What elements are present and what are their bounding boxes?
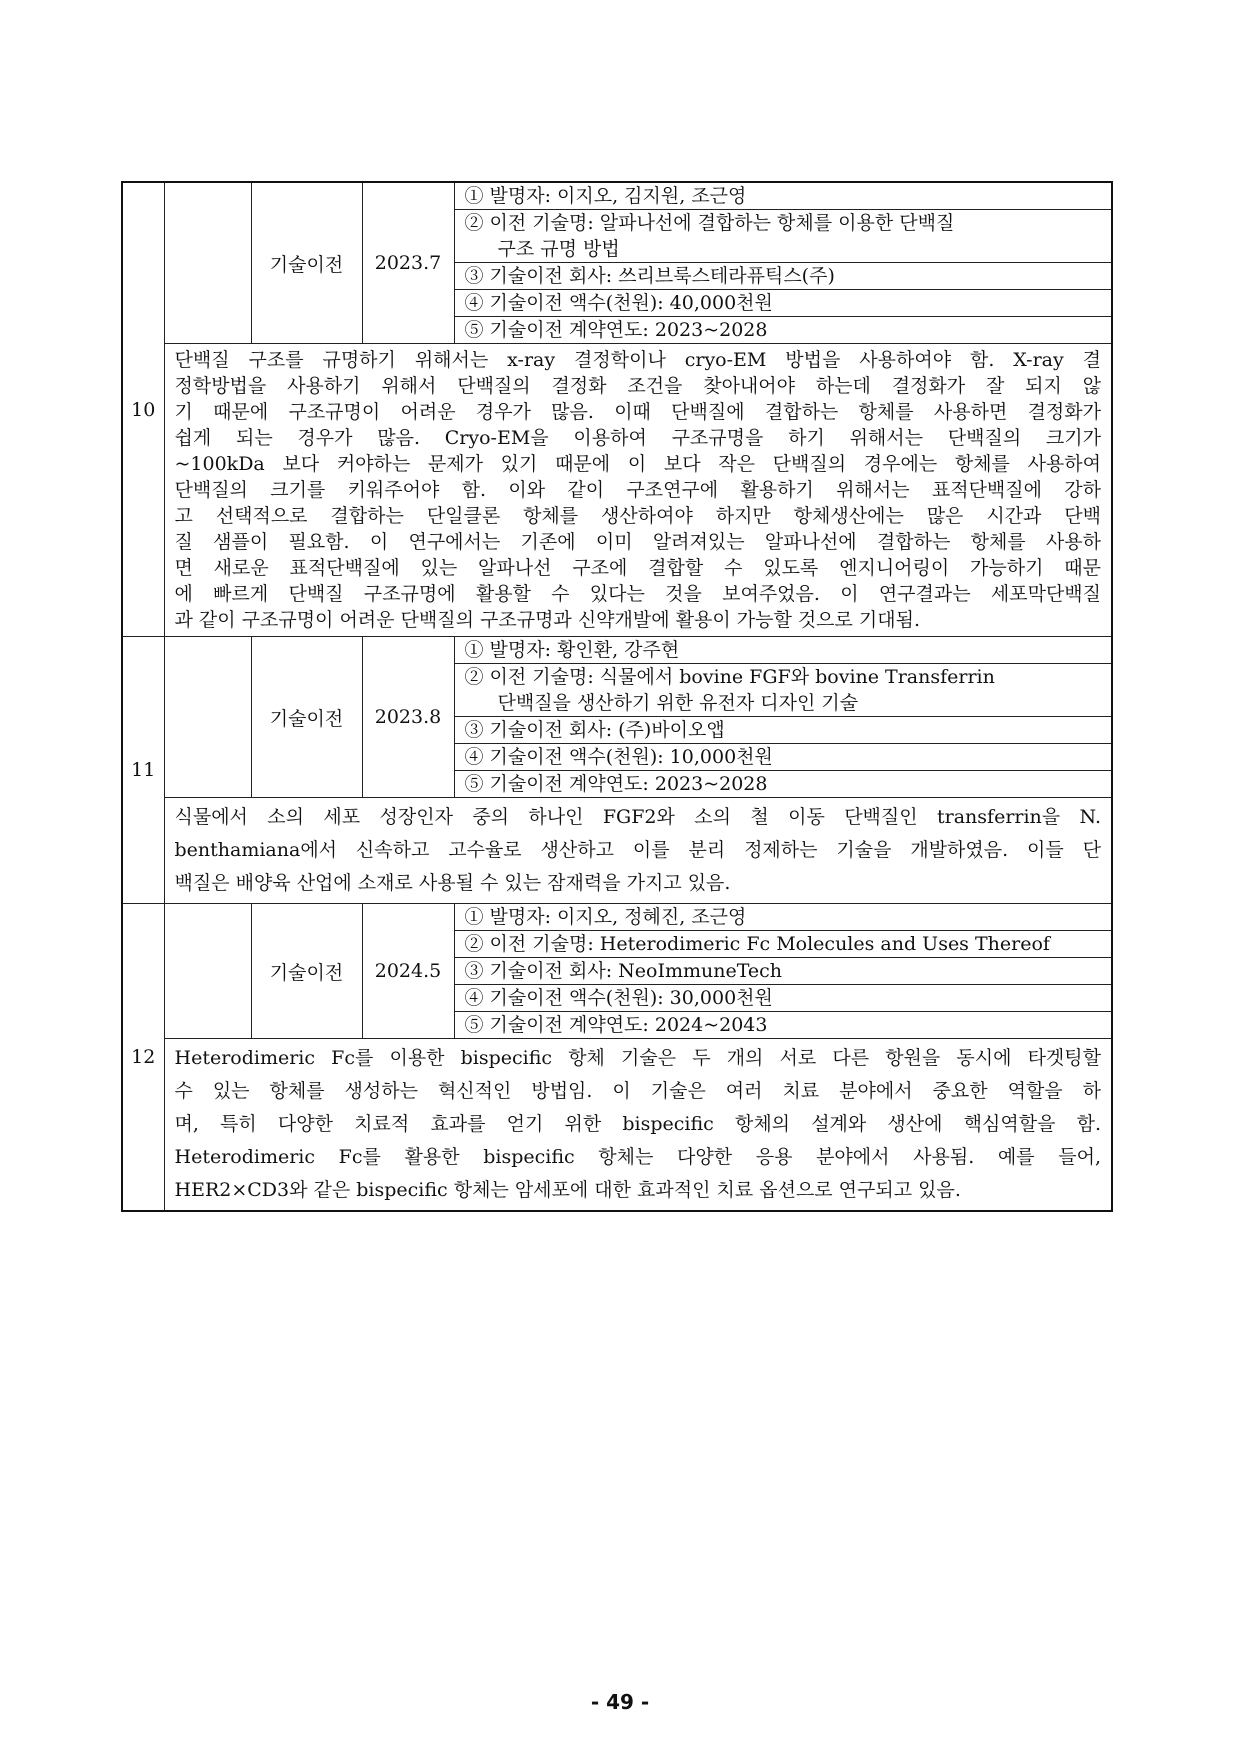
detail-row bbox=[122, 637, 1112, 664]
detail-row bbox=[122, 182, 1112, 210]
record-description bbox=[164, 344, 1112, 637]
description-line: Heterodimeric Fc를 활용한 bispecific 항체는 다양한 응용 분야에서 사용됨. 예를 들어, bbox=[174, 1146, 1101, 1168]
description-line: 단백질 구조를 규명하기 위해서는 x-ray 결정학이나 cryo-EM 방법을 사용하여야 함. X-ray 결 bbox=[174, 349, 1101, 371]
description-line: 기 때문에 구조규명이 어려운 경우가 많음. 이때 단백질에 결합하는 항체를 사용하면 결정화가 bbox=[174, 401, 1101, 423]
description-row bbox=[122, 1039, 1112, 1212]
detail-item bbox=[454, 664, 1112, 717]
blank-cell bbox=[164, 904, 251, 1039]
description-line: 식물에서 소의 세포 성장인자 중의 하나인 FGF2와 소의 철 이동 단백질인 transferrin을 N. bbox=[174, 806, 1101, 828]
tech-transfer-table bbox=[121, 181, 1113, 1212]
description-line: 질 샘플이 필요함. 이 연구에서는 기존에 이미 알려져있는 알파나선에 결합하는 항체를 사용하 bbox=[174, 531, 1101, 553]
blank-cell bbox=[164, 637, 251, 798]
record-number: 10 bbox=[122, 182, 164, 637]
detail-line: ② 이전 기술명: 식물에서 bovine FGF와 bovine Transferrin bbox=[464, 666, 995, 688]
transfer-type: 기술이전 bbox=[251, 182, 362, 344]
description-line: 에 빠르게 단백질 구조규명에 활용할 수 있다는 것을 보여주었음. 이 연구결과는 세포막단백질 bbox=[174, 583, 1101, 605]
detail-line: ① 발명자: 이지오, 정혜진, 조근영 bbox=[464, 906, 747, 928]
description-line: 면 새로운 표적단백질에 있는 알파나선 구조에 결합할 수 있도록 엔지니어링이 가능하기 때문 bbox=[174, 557, 1101, 579]
detail-item bbox=[454, 290, 1112, 317]
detail-line: 구조 규명 방법 bbox=[497, 238, 620, 260]
transfer-date: 2023.8 bbox=[362, 637, 454, 798]
detail-item bbox=[454, 904, 1112, 931]
description-row bbox=[122, 798, 1112, 904]
description-line: 수 있는 항체를 생성하는 혁신적인 방법임. 이 기술은 여러 치료 분야에서 중요한 역할을 하 bbox=[174, 1080, 1101, 1102]
description-line: Heterodimeric Fc를 이용한 bispecific 항체 기술은 두 개의 서로 다른 항원을 동시에 타겟팅할 bbox=[174, 1047, 1101, 1069]
transfer-type: 기술이전 bbox=[251, 637, 362, 798]
detail-item bbox=[454, 717, 1112, 744]
detail-line: 단백질을 생산하기 위한 유전자 디자인 기술 bbox=[497, 692, 859, 714]
record-description bbox=[164, 1039, 1112, 1212]
detail-item bbox=[454, 210, 1112, 263]
detail-line: ② 이전 기술명: Heterodimeric Fc Molecules and Uses Thereof bbox=[464, 933, 1050, 955]
detail-line: ③ 기술이전 회사: NeoImmuneTech bbox=[464, 960, 783, 982]
description-line: 과 같이 구조규명이 어려운 단백질의 구조규명과 신약개발에 활용이 가능할 것으로 기대됨. bbox=[174, 609, 921, 631]
blank-cell bbox=[164, 182, 251, 344]
description-line: 단백질의 크기를 키워주어야 함. 이와 같이 구조연구에 활용하기 위해서는 표적단백질에 강하 bbox=[174, 479, 1101, 501]
detail-line: ⑤ 기술이전 계약연도: 2023~2028 bbox=[464, 773, 768, 795]
detail-line: ③ 기술이전 회사: 쓰리브룩스테라퓨틱스(주) bbox=[464, 265, 835, 287]
description-line: HER2×CD3와 같은 bispecific 항체는 암세포에 대한 효과적인 치료 옵션으로 연구되고 있음. bbox=[174, 1179, 961, 1201]
transfer-date: 2024.5 bbox=[362, 904, 454, 1039]
transfer-date: 2023.7 bbox=[362, 182, 454, 344]
detail-line: ① 발명자: 이지오, 김지원, 조근영 bbox=[464, 185, 747, 207]
description-row bbox=[122, 344, 1112, 637]
detail-line: ⑤ 기술이전 계약연도: 2023~2028 bbox=[464, 319, 768, 341]
description-line: benthamiana에서 신속하고 고수율로 생산하고 이를 분리 정제하는 기술을 개발하였음. 이들 단 bbox=[174, 839, 1101, 861]
detail-item bbox=[454, 958, 1112, 985]
page-number: - 49 - bbox=[590, 1690, 650, 1714]
detail-item bbox=[454, 1012, 1112, 1039]
description-line: 백질은 배양육 산업에 소재로 사용될 수 있는 잠재력을 가지고 있음. bbox=[174, 872, 731, 894]
detail-item bbox=[454, 317, 1112, 344]
record-number: 11 bbox=[122, 637, 164, 904]
description-line: 고 선택적으로 결합하는 단일클론 항체를 생산하여야 하지만 항체생산에는 많은 시간과 단백 bbox=[174, 505, 1101, 527]
detail-row bbox=[122, 904, 1112, 931]
detail-line: ② 이전 기술명: 알파나선에 결합하는 항체를 이용한 단백질 bbox=[464, 212, 955, 234]
detail-item bbox=[454, 931, 1112, 958]
detail-line: ④ 기술이전 액수(천원): 40,000천원 bbox=[464, 292, 773, 314]
detail-line: ⑤ 기술이전 계약연도: 2024~2043 bbox=[464, 1014, 768, 1036]
detail-line: ④ 기술이전 액수(천원): 30,000천원 bbox=[464, 987, 773, 1009]
detail-line: ③ 기술이전 회사: (주)바이오앱 bbox=[464, 719, 725, 741]
description-line: 정학방법을 사용하기 위해서 단백질의 결정화 조건을 찾아내어야 하는데 결정화가 잘 되지 않 bbox=[174, 375, 1101, 397]
detail-item bbox=[454, 985, 1112, 1012]
detail-item bbox=[454, 744, 1112, 771]
document-body bbox=[121, 181, 1111, 1212]
detail-line: ④ 기술이전 액수(천원): 10,000천원 bbox=[464, 746, 773, 768]
description-line: ~100kDa 보다 커야하는 문제가 있기 때문에 이 보다 작은 단백질의 경우에는 항체를 사용하여 bbox=[174, 453, 1101, 475]
detail-line: ① 발명자: 황인환, 강주현 bbox=[464, 639, 680, 661]
detail-item bbox=[454, 182, 1112, 210]
detail-item bbox=[454, 637, 1112, 664]
record-description bbox=[164, 798, 1112, 904]
description-line: 쉽게 되는 경우가 많음. Cryo-EM을 이용하여 구조규명을 하기 위해서는 단백질의 크기가 bbox=[174, 427, 1101, 449]
detail-item bbox=[454, 263, 1112, 290]
description-line: 며, 특히 다양한 치료적 효과를 얻기 위한 bispecific 항체의 설계와 생산에 핵심역할을 함. bbox=[174, 1113, 1101, 1135]
transfer-type: 기술이전 bbox=[251, 904, 362, 1039]
detail-item bbox=[454, 771, 1112, 798]
record-number: 12 bbox=[122, 904, 164, 1212]
